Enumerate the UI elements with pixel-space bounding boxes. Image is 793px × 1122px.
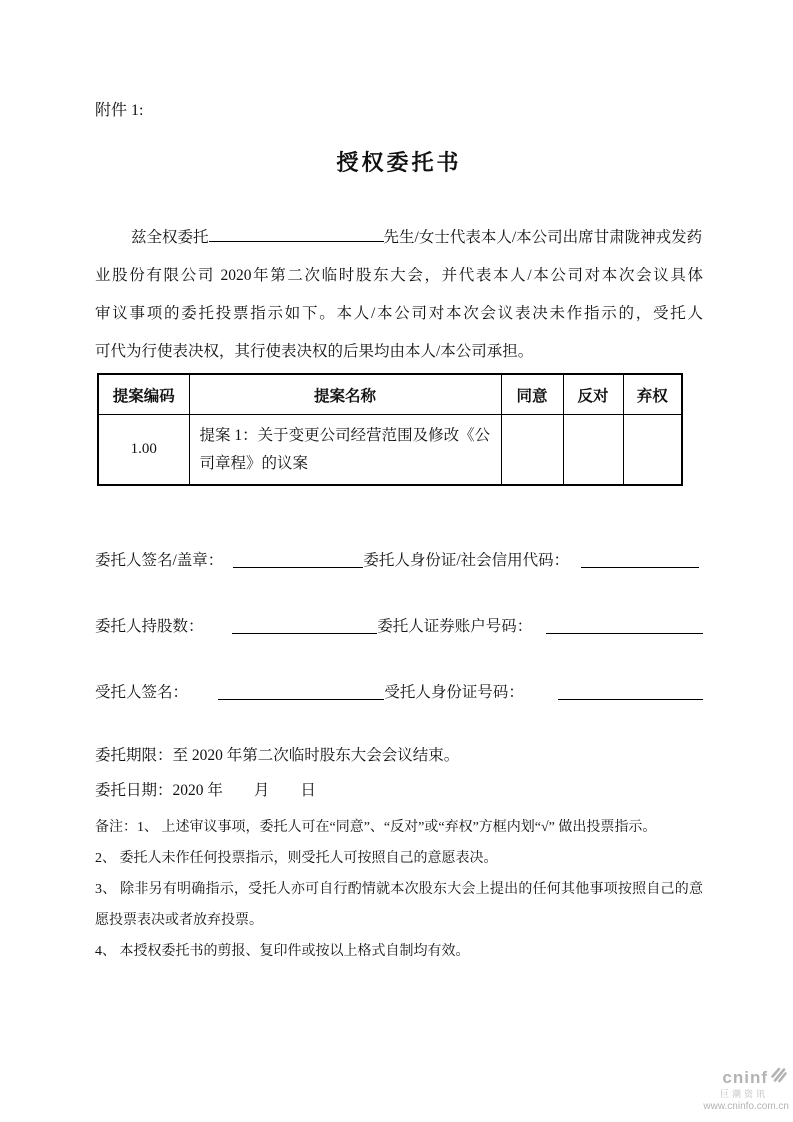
proposal-name-cell: 提案 1：关于变更公司经营范围及修改《公司章程》的议案 <box>189 415 501 486</box>
header-oppose: 反对 <box>563 374 623 415</box>
document-content <box>95 0 703 967</box>
intro-line-4: 可代为行使表决权，其行使表决权的后果均由本人/本公司承担。 <box>95 343 534 360</box>
note-4: 4、 本授权委托书的剪报、复印件或按以上格式自制均有效。 <box>95 944 470 959</box>
page-title: 授权委托书 <box>336 150 462 175</box>
table-header <box>98 374 682 415</box>
trustee-id-label: 受托人身份证号码： <box>384 684 524 701</box>
note-3: 3、 除非另有明确指示，受托人亦可自行酌情就本次股东大会上提出的任何其他事项按照自己的意愿投票表决或者放弃投票。 <box>95 882 703 928</box>
header-abstain: 弃权 <box>623 374 682 415</box>
trustee-signature-label: 受托人签名： <box>95 684 189 701</box>
intro-line-2: 业股份有限公司 2020年第二次临时股东大会，并代表本人/本公司对本次会议具体 <box>95 267 703 284</box>
table-body <box>98 415 682 486</box>
signature-row-principal <box>95 548 703 571</box>
principal-account-label: 委托人证券账户号码： <box>377 618 533 635</box>
cninfo-logo <box>703 1065 789 1112</box>
vote-oppose-cell <box>563 415 623 486</box>
intro-text-after-blank: 先生/女士代表本人/本公司出席甘肃陇神戎发药 <box>383 229 703 246</box>
note-1: 备注：1、 上述审议事项，委托人可在“同意”、“反对”或“弃权”方框内划“√” 做出投票指示。 <box>95 820 657 835</box>
intro-line-1 <box>95 219 703 257</box>
cninfo-swirl-icon <box>769 1065 789 1090</box>
signature-row-shares <box>95 614 703 637</box>
attachment-label: 附件 1: <box>95 102 144 119</box>
proposal-code-cell: 1.00 <box>98 415 189 486</box>
header-agree: 同意 <box>501 374 563 415</box>
trustee-id-blank <box>558 699 703 700</box>
proxy-period-line: 委托期限：至 2020 年第二次临时股东大会会议结束。 <box>95 747 460 764</box>
intro-text-before-blank: 兹全权委托 <box>131 229 209 246</box>
principal-shares-blank <box>232 633 378 634</box>
proxy-date-line: 委托日期：2020 年 月 日 <box>95 782 316 799</box>
notes-section <box>95 812 703 967</box>
principal-name-blank <box>209 226 384 243</box>
cninfo-brand-text: cninf <box>722 1067 768 1087</box>
header-proposal-code: 提案编码 <box>98 374 189 415</box>
note-2: 2、 委托人未作任何投票指示，则受托人可按照自己的意愿表决。 <box>95 851 498 866</box>
vote-abstain-cell <box>623 415 682 486</box>
header-proposal-name: 提案名称 <box>189 374 501 415</box>
principal-signature-label: 委托人签名/盖章： <box>95 552 224 569</box>
principal-shares-label: 委托人持股数： <box>95 618 204 635</box>
cninfo-chinese-name: 巨潮资讯 <box>719 1089 768 1099</box>
proposal-vote-table <box>97 373 683 486</box>
principal-id-label: 委托人身份证/社会信用代码： <box>363 552 570 569</box>
vote-agree-cell <box>501 415 563 486</box>
intro-line-3: 审议事项的委托投票指示如下。本人/本公司对本次会议表决未作指示的，受托人 <box>95 305 703 322</box>
table-header-row <box>98 374 682 415</box>
signature-row-trustee <box>95 680 703 703</box>
principal-id-blank <box>581 567 699 568</box>
principal-signature-blank <box>233 567 363 568</box>
cninfo-url: www.cninfo.com.cn <box>703 1101 789 1112</box>
principal-account-blank <box>546 633 703 634</box>
table-row <box>98 415 682 486</box>
intro-paragraph <box>95 219 703 371</box>
trustee-signature-blank <box>218 699 384 700</box>
